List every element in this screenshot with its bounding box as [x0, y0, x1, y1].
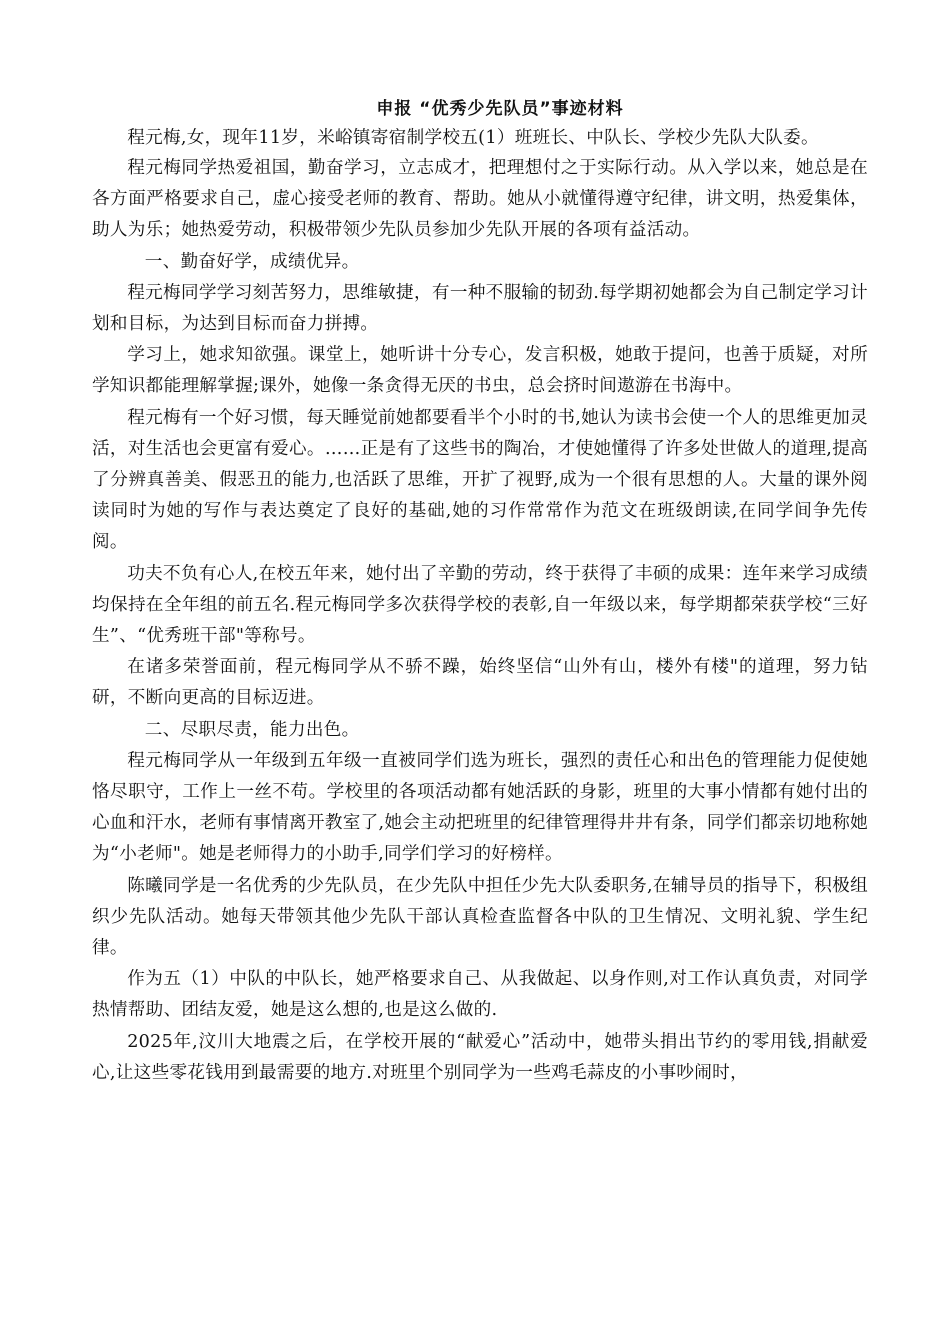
paragraph: 程元梅同学热爱祖国，勤奋学习，立志成才，把理想付之于实际行动。从入学以来，她总是在各方面严格要求自己，虚心接受老师的教育、帮助。她从小就懂得遵守纪律，讲文明，热爱集体，助人为乐；她热爱劳动，积极带领少先队员参加少先队开展的各项有益活动。 — [92, 158, 868, 241]
paragraph: 程元梅同学从一年级到五年级一直被同学们选为班长，强烈的责任心和出色的管理能力促使她恪尽职守，工作上一丝不苟。学校里的各项活动都有她活跃的身影，班里的大事小情都有她付出的心血和汗水，老师有事情离开教室了,她会主动把班里的纪律管理得井井有条，同学们都亲切地称她为“小老师"。她是老师得力的小助手,同学们学习的好榜样。 — [92, 750, 868, 865]
section-heading: 二、尽职尽责，能力出色。 — [144, 719, 360, 740]
paragraph: 学习上，她求知欲强。课堂上，她听讲十分专心，发言积极，她敢于提问，也善于质疑，对所学知识都能理解掌握;课外，她像一条贪得无厌的书虫，总会挤时间遨游在书海中。 — [92, 345, 868, 397]
paragraph: 2025年,汶川大地震之后，在学校开展的“献爱心”活动中，她带头捐出节约的零用钱,捐献爱心,让这些零花钱用到最需要的地方.对班里个别同学为一些鸡毛蒜皮的小事吵闹时， — [92, 1031, 868, 1083]
paragraph: 程元梅有一个好习惯，每天睡觉前她都要看半个小时的书,她认为读书会使一个人的思维更加灵活，对生活也会更富有爱心。……正是有了这些书的陶冶，才使她懂得了许多处世做人的道理,提高了分辨真善美、假恶丑的能力,也活跃了思维，开扩了视野,成为一个很有思想的人。大量的课外阅读同时为她的写作与表达奠定了良好的基础,她的习作常常作为范文在班级朗读,在同学间争先传阅。 — [92, 407, 868, 553]
document-title: 申报 “优秀少先队员”事迹材料 — [376, 99, 624, 119]
document-page — [92, 96, 868, 1089]
paragraph: 在诸多荣誉面前，程元梅同学从不骄不躁，始终坚信“山外有山，楼外有楼"的道理，努力钻研，不断向更高的目标迈进。 — [92, 657, 868, 709]
paragraph: 陈曦同学是一名优秀的少先队员，在少先队中担任少先大队委职务,在辅导员的指导下，积极组织少先队活动。她每天带领其他少先队干部认真检查监督各中队的卫生情况、文明礼貌、学生纪律。 — [92, 875, 868, 959]
paragraph: 作为五（1）中队的中队长，她严格要求自己、从我做起、以身作则,对工作认真负责，对同学热情帮助、团结友爱，她是这么想的,也是这么做的. — [92, 969, 868, 1021]
paragraph: 功夫不负有心人,在校五年来，她付出了辛勤的劳动，终于获得了丰硕的成果：连年来学习成绩均保持在全年组的前五名.程元梅同学多次获得学校的表彰,自一年级以来，每学期都荣获学校“三好生”、“优秀班干部"等称号。 — [92, 563, 868, 647]
paragraph-intro: 程元梅,女，现年11岁，米峪镇寄宿制学校五(1）班班长、中队长、学校少先队大队委。 — [127, 128, 819, 148]
section-heading: 一、勤奋好学，成绩优异。 — [144, 251, 360, 272]
paragraph: 程元梅同学学习刻苦努力，思维敏捷，有一种不服输的韧劲.每学期初她都会为自己制定学习计划和目标，为达到目标而奋力拼搏。 — [92, 282, 868, 335]
